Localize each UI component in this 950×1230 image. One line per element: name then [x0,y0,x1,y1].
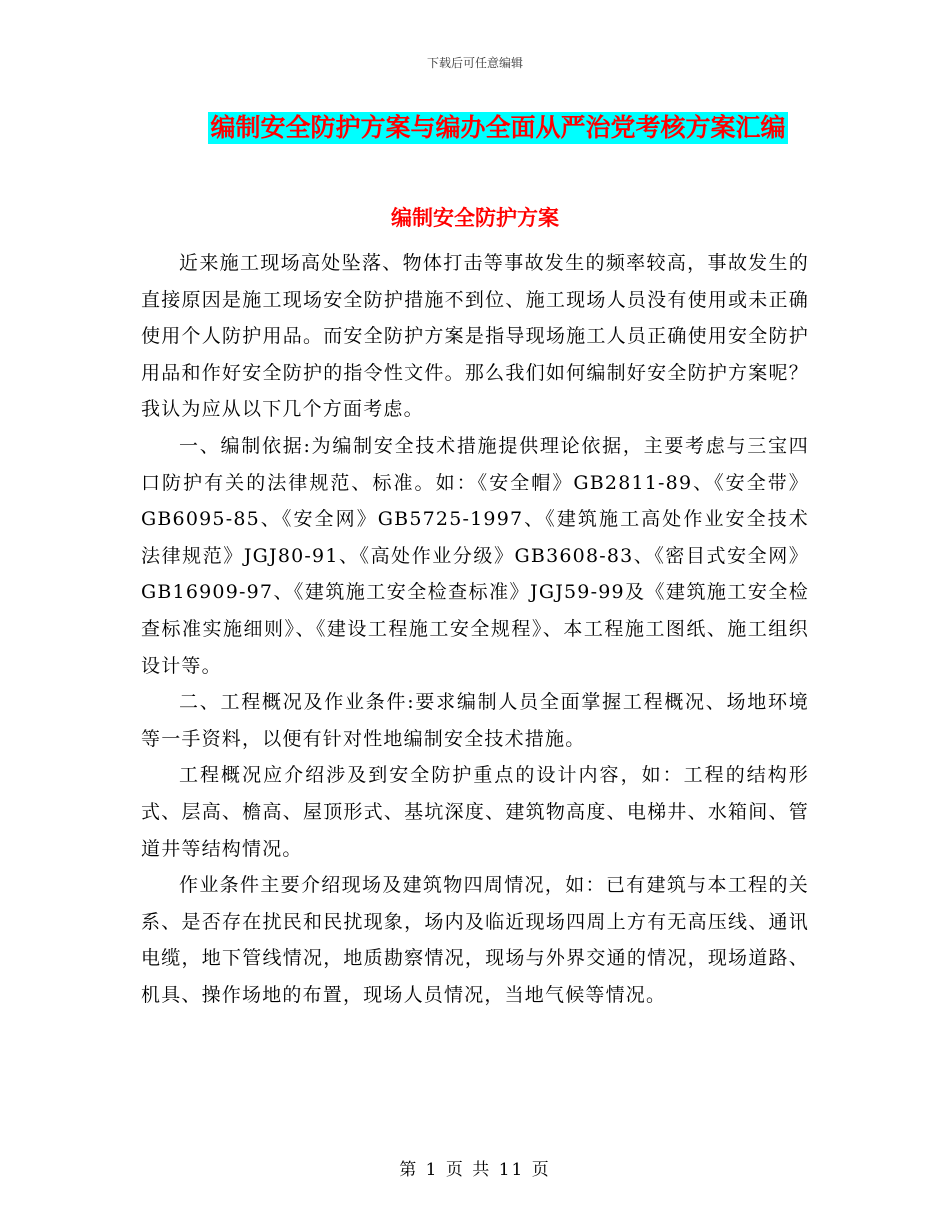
body-text [141,245,809,1013]
page-number-footer: 第 1 页 共 11 页 [399,1160,551,1180]
paragraph: 二、工程概况及作业条件:要求编制人员全面掌握工程概况、场地环境等一手资料，以便有针对性地编制安全技术措施。 [141,691,809,750]
paragraph: 近来施工现场高处坠落、物体打击等事故发生的频率较高，事故发生的直接原因是施工现场安全防护措施不到位、施工现场人员没有使用或未正确使用个人防护用品。而安全防护方案是指导现场施工人员正确使用安全防护用品和作好安全防护的指令性文件。那么我们如何编制好安全防护方案呢？我认为应从以下几个方面考虑。 [141,252,809,421]
document-title: 编制安全防护方案与编办全面从严治党考核方案汇编 [210,113,786,142]
paragraph: 工程概况应介绍涉及到安全防护重点的设计内容，如：工程的结构形式、层高、檐高、屋顶形式、基坑深度、建筑物高度、电梯井、水箱间、管道井等结构情况。 [141,764,809,860]
paragraph: 作业条件主要介绍现场及建筑物四周情况，如：已有建筑与本工程的关系、是否存在扰民和民扰现象，场内及临近现场四周上方有无高压线、通讯电缆，地下管线情况，地质勘察情况，现场与外界交通的情况，现场道路、机具、操作场地的布置，现场人员情况，当地气候等情况。 [141,874,809,1006]
paragraph: 一、编制依据:为编制安全技术措施提供理论依据，主要考虑与三宝四口防护有关的法律规范、标准。如：《安全帽》GB2811-89、《安全带》GB6095-85、《安全网》GB5725-1997、《建筑施工高处作业安全技术法律规范》JGJ80-91、《高处作业分级》GB3608-83、《密目式安全网》GB16909-97、《建筑施工安全检查标准》JGJ59-99及《建筑施工安全检查标准实施细则》、《建设工程施工安全规程》、本工程施工图纸、施工组织设计等。 [141,434,809,677]
document-title-container [0,112,950,144]
section-title: 编制安全防护方案 [391,206,559,230]
page-header-note: 下载后可任意编辑 [426,56,523,70]
